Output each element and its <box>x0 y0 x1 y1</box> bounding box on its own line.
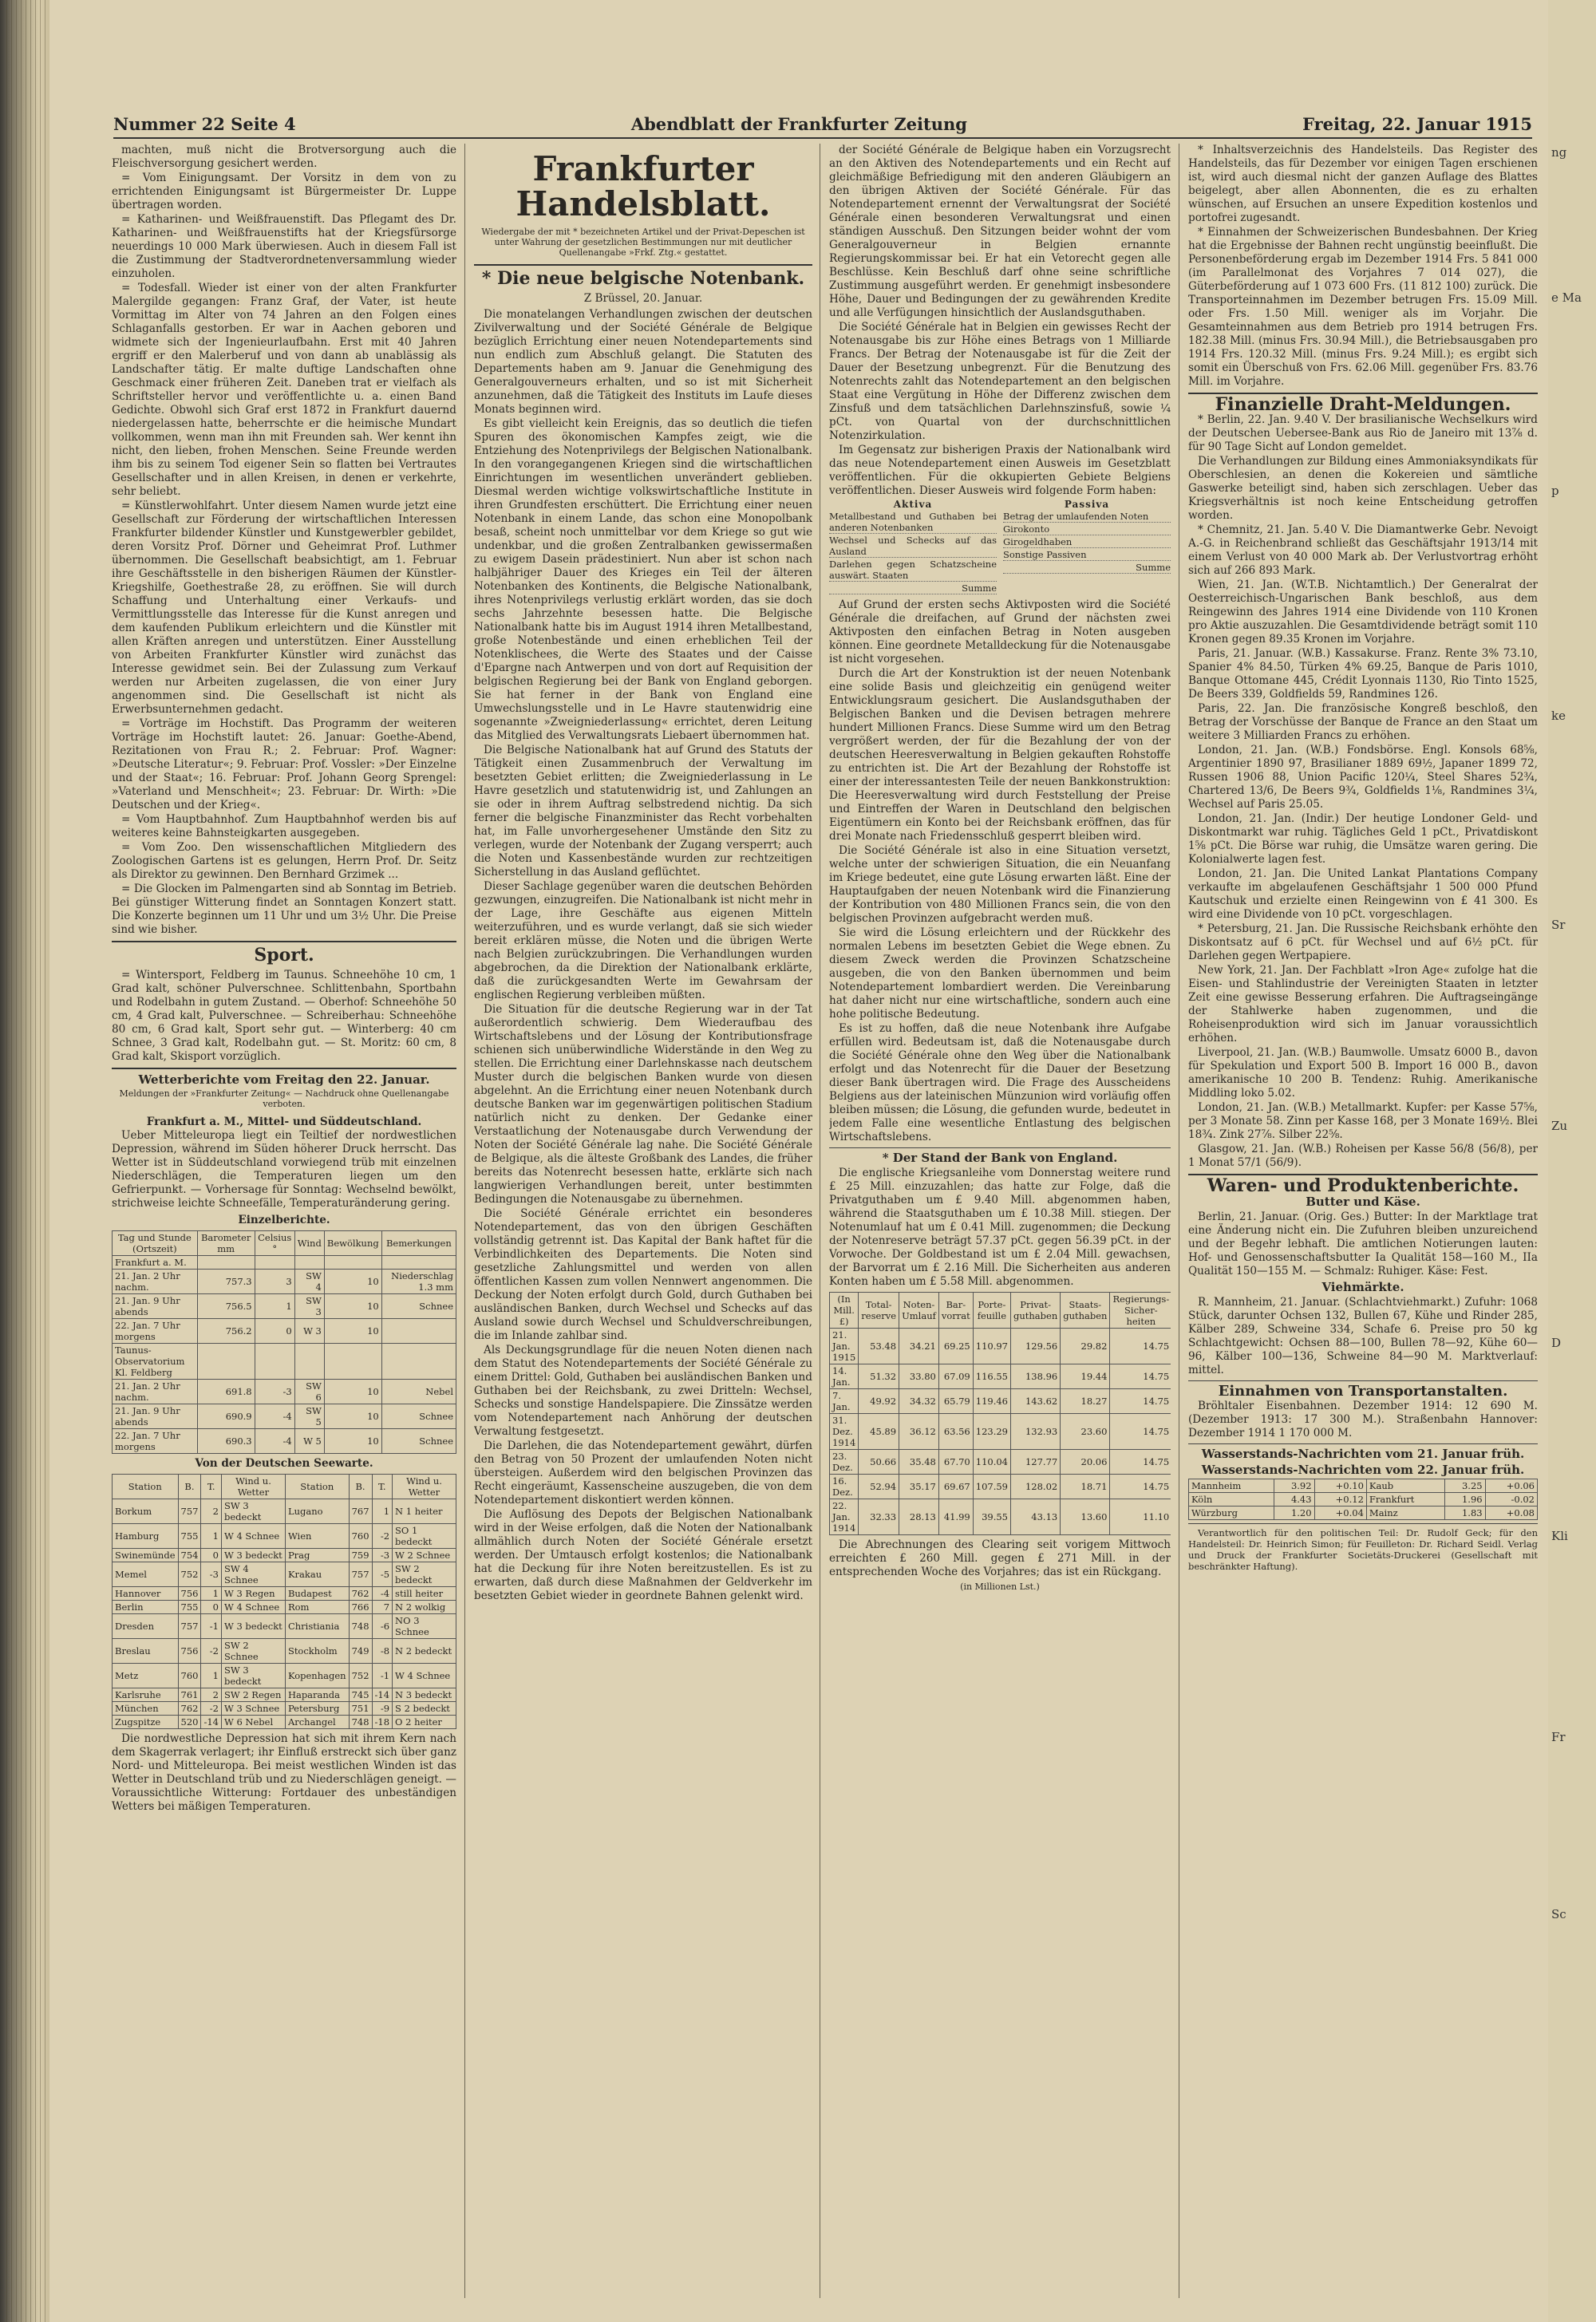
article: = Todesfall. Wieder ist einer von der alten Frankfurter Malergilde gegangen: Franz Graf, der Vater, ist heute Vormittag im Alter von 74 Jahren an den Folgen eines Schlaganfalls gestorben. Er war in Aachen geboren und widmete sich der Ingenieurlaufbahn. Erst mit 40 Jahren ergriff er den Malerberuf und von dann ab unablässig als Landschafter tätig. Er malte duftige Landschaften ohne Geschmack einer früheren Zeit. Daneben trat er vielfach als Schriftsteller hervor und veröffentlichte u. a. einen Band Gedichte. Obwohl sich Graf erst 1872 in Frankfurt dauernd niedergelassen hatte, beherrschte er die heimische Mundart vollkommen, wenn man ihn mit Freunden sah. Wer kennt ihn nicht, den lieben, frohen Menschen. Seine Freunde werden ihm bis zu seinem Tod eigener Sein so flatten bei Vertrautes Gesellschafter und in allen Kreisen, in denen er verkehrte, sehr beliebt. <box>112 282 456 498</box>
bank-of-england-heading: * Der Stand der Bank von England. <box>882 1151 1118 1165</box>
seewarte-text: Die nordwestliche Depression hat sich mit ihrem Kern nach dem Skagerrak verlagert; ihr Einfluß erstreckt sich über ganz Nord- und Mitteleuropa. Bei meist westlichen Winden ist das Wetter in Deutschland trüb und zu Niederschlägen geneigt. — Voraussichtliche Witterung: Fortdauer des unbeständigen Wetters bei mäßigen Temperaturen. <box>112 1732 456 1813</box>
fragment: Kli <box>1551 1529 1568 1543</box>
aktiva-item: Darlehen gegen Schatzscheine auswärt. Staaten <box>829 559 997 581</box>
table-header: Wind u. Wetter <box>393 1475 456 1499</box>
table-header: Tag und Stunde (Ortszeit) <box>113 1231 198 1256</box>
article: machten, muß nicht die Brotversorgung auch die Fleischversorgung gesichert werden. <box>112 144 456 170</box>
page-header <box>113 110 1532 139</box>
einzel-heading: Einzelberichte. <box>238 1214 330 1226</box>
unit-note: (in Millionen Lst.) <box>960 1582 1040 1592</box>
table-header: Porte-feuille <box>973 1293 1010 1329</box>
article: = Vorträge im Hochstift. Das Programm der weiteren Vorträge im Hochstift lautet: 26. Januar: Goethe-Abend, Rezitationen von Frau R.; 2. Februar: Prof. Wagner: »Deutsche Literatur«; 9. Februar: Prof. Vossler: »Der Einzelne und der Staat«; 16. Februar: Prof. Johann Georg Sprengel: »Vaterland und Menschheit«; 23. Februar: Dr. Wirth: »Die Deutschen und der Krieg«. <box>112 717 456 812</box>
table-row: 22. Jan. 7 Uhr morgens 690.3 -4 W 5 10 Schnee <box>113 1429 456 1454</box>
article-paragraph: Es gibt vielleicht kein Ereignis, das so deutlich die tiefen Spuren des ökonomischen Kampfes zeigt, wie die Entziehung des Notenprivilegs der Belgischen Nationalbank. In den vorangegangenen Kriegen sind die wirtschaftlichen Einrichtungen im wesentlichen unverändert geblieben. Diesmal werden wichtige volkswirtschaftliche Institute in ihren Grundfesten erschüttert. Die Errichtung einer neuen Notenbank in einem Lande, das schon eine Monopolbank besaß, scheint noch unmittelbar vor dem Kriege so gut wie undenkbar, und die großen Zentralbanken gewissermaßen zu ewigem Dasein prädestiniert. Nun aber ist schon nach halbjähriger Dauer des Krieges ein Teil der älteren Notenbanken des Kontinents, die Belgische Nationalbank, ihres Notenprivilegs verlustig erklärt worden, das sie doch sechs Jahrzehnte besessen hatte. Die Belgische Nationalbank hatte bis im August 1914 ihren Metallbestand, große Notenbestände und einen erheblichen Teil der Notenklischees, die Werte des Staates und der Caisse d'Epargne nach Antwerpen und von dort auf Requisition der belgischen Regierung bei der Bank von England geborgen. Sie hat ferner in der Bank von England eine Umwechslungsstelle und in Le Havre stautenwidrig eine sogenannte »Zweigniederlassung« errichtet, deren Leitung das Mitglied des Verwaltungsrats Liebaert übernommen hat. <box>474 417 812 742</box>
table-header: Barometer mm <box>197 1231 255 1256</box>
wasserstand-heading-2: Wasserstands-Nachrichten vom 22. Januar früh. <box>1201 1463 1525 1477</box>
section-rule <box>112 1068 456 1069</box>
article-paragraph: Die Société Générale ist also in eine Situation versetzt, welche unter der schwierigen Situation, die ein Neuanfang im Kriege bedeutet, eine gute Lösung erwarten läßt. Eine der Hauptaufgaben der neuen Notenbank wird die Finanzierung der Kontribution von 480 Millionen Francs sein, die von den belgischen Provinzen aufgebracht werden muß. <box>829 844 1171 925</box>
article-paragraph: * Berlin, 22. Jan. 9.40 V. Der brasilianische Wechselkurs wird der Deutschen Uebersee-Bank aus Rio de Janeiro mit 13⅞ d. für 90 Tage Sicht auf London gemeldet. <box>1188 413 1538 453</box>
newspaper-page <box>49 0 1548 2322</box>
table-row: 21. Jan. 2 Uhr nachm. 757.3 3 SW 4 10 Niederschlag 1.3 mm <box>113 1270 456 1294</box>
article-paragraph: Als Deckungsgrundlage für die neuen Noten dienen nach dem Statut des Notendepartements der Société Générale zu einem Drittel: Gold, Guthaben bei ausländischen Banken und Guthaben bei der Reichsbank, zu zwei Dritteln: Wechsel, Schecks und sonstige Handelspapiere. Die Zinssätze werden vom Notendepartement nach Anhörung der deutschen Verwaltung festgesetzt. <box>474 1344 812 1438</box>
weather-note: Meldungen der »Frankfurter Zeitung« — Nachdruck ohne Quellenangabe verboten. <box>119 1088 449 1109</box>
article-paragraph: Die Société Générale errichtet ein besonderes Notendepartement, das von den übrigen Geschäften vollständig getrennt ist. Das Kapital der Bank haftet für die Verbindlichkeiten des Departements. Die Noten sind gesetzliche Zahlungsmittel und werden von allen öffentlichen Kassen zum vollen Nennwert angenommen. Die Deckung der Noten erfolgt durch Gold, durch Guthaben bei ausländischen Banken, durch Wechsel und Schecks auf das Ausland sowie durch Wechsel und Schuldverschreibungen, die im Inlande zahlbar sind. <box>474 1207 812 1342</box>
table-header: T. <box>201 1475 222 1499</box>
article-paragraph: Auf Grund der ersten sechs Aktivposten wird die Société Générale die dreifachen, auf Grund der nächsten zwei Aktivposten den einfachen Betrag in Noten ausgeben können. Eine geordnete Metalldeckung für die Notenausgabe ist nicht vorgesehen. <box>829 598 1171 665</box>
article: = Künstlerwohlfahrt. Unter diesem Namen wurde jetzt eine Gesellschaft zur Förderung der wirtschaftlichen Interessen Frankfurter bildender Künstler und Kunstgewerbler gebildet, deren Vorsitz Prof. Dörner und Geheimrat Prof. Luthmer übernommen. Die Gesellschaft beabsichtigt, am 1. Februar ihre Geschäftsstelle in den bisherigen Räumen der Künstler-Kriegshilfe, Goethestraße 28, zu eröffnen. Sie will durch Schaffung und Unterhaltung einer Verkaufs- und Vermittlungsstelle das Interesse für die Kunst anregen und dem kaufenden Publikum erleichtern und die Künstler mit allen Kräften anregen und unterstützen. Einer Ausstellung von Arbeiten Frankfurter Künstler wird zunächst das Interesse gewidmet sein. Bei der Zulassung zum Verkauf werden nur Arbeiten zugelassen, die von einer Jury angenommen sind. Die Gesellschaft ist nicht als Erwerbsunternehmen gedacht. <box>112 500 456 716</box>
table-header: Noten-Umlauf <box>899 1293 939 1329</box>
table-header: Total-reserve <box>859 1293 899 1329</box>
table-row: München 762 -2 W 3 Schnee Petersburg 751 -9 S 2 bedeckt <box>113 1702 456 1716</box>
article-paragraph: der Société Générale de Belgique haben ein Vorzugsrecht an den Aktiven des Notendepartements und ein Recht auf gleichmäßige Befriedigung mit den anderen Gläubigern an den übrigen Aktiven der Société Générale. Für das Notendepartement ernennt der Verwaltungsrat der Société Générale einen besonderen Verwaltungsrat und einen ständigen Ausschuß. Den Sitzungen beider wohnt der vom Generalgouverneur in Belgien ernannte Regierungskommissar bei. Er hat ein Vetorecht gegen alle Beschlüsse. Kein Beschluß darf ohne seine schriftliche Zustimmung ausgeführt werden. Er genehmigt insbesondere Höhe, Dauer und Bedingungen der zu gewährenden Kredite und alle Verfügungen hinsichtlich der Auslandsguthaben. <box>829 144 1171 319</box>
article-paragraph: Es ist zu hoffen, daß die neue Notenbank ihre Aufgabe erfüllen wird. Bedeutsam ist, daß die Notenausgabe durch die Société Générale ohne den Weg über die Nationalbank erfolgt und das Notenrecht für die Dauer der Besetzung dieser Bank übertragen wird. Die Frage des Ausscheidens Belgiens aus der lateinischen Münzunion wird vorläufig offen bleiben müssen; die Lösung, die gefunden wurde, bedeutet in jedem Falle eine wesentliche Entlastung des belgischen Wirtschaftslebens. <box>829 1022 1171 1143</box>
table-header: Staats-guthaben <box>1061 1293 1110 1329</box>
table-row: Swinemünde 754 0 W 3 bedeckt Prag 759 -3 W 2 Schnee <box>113 1549 456 1562</box>
article-paragraph: Paris, 21. Januar. (W.B.) Kassakurse. Franz. Rente 3% 73.10, Spanier 4% 84.50, Türken 4% 69.25, Banque de Paris 1010, Banque Ottomane 445, Crédit Lyonnais 1130, Rio Tinto 1525, De Beers 339, Goldfields 59, Randmines 126. <box>1188 647 1538 701</box>
passiva-item: Girogeldhaben <box>1003 536 1171 548</box>
table-header: Privat-guthaben <box>1011 1293 1061 1329</box>
fragment: Zu <box>1551 1119 1568 1133</box>
article-paragraph: Die Darlehen, die das Notendepartement gewährt, dürfen den Betrag von 50 Prozent der umlaufenden Noten nicht übersteigen. Außerdem wird den belgischen Provinzen das Recht eingeräumt, Kassenscheine auszugeben, die von dem Notendepartement diskontiert werden können. <box>474 1439 812 1507</box>
article-paragraph: Die Abrechnungen des Clearing seit vorigem Mittwoch erreichten £ 260 Mill. gegen £ 271 Mill. in der entsprechenden Woche des Vorjahres; das ist ein Rückgang. <box>829 1538 1171 1578</box>
table-header: (In Mill. £) <box>830 1293 859 1329</box>
article: = Vom Hauptbahnhof. Zum Hauptbahnhof werden bis auf weiteres keine Bahnsteigkarten ausgegeben. <box>112 813 456 839</box>
article-paragraph: Liverpool, 21. Jan. (W.B.) Baumwolle. Umsatz 6000 B., davon für Spekulation und Export 500 B. Import 16 000 B., davon amerikanische 10 200 B. Tendenz: Ruhig. Amerikanische Middling loko 5.02. <box>1188 1046 1538 1100</box>
table-header: Wind <box>294 1231 324 1256</box>
table-row: 22. Jan. 1914 32.33 28.13 41.99 39.55 43.13 13.60 11.10 <box>830 1499 1171 1535</box>
table-header: B. <box>178 1475 201 1499</box>
table-row: 21. Jan. 2 Uhr nachm. 691.8 -3 SW 6 10 Nebel <box>113 1380 456 1404</box>
article-paragraph: Berlin, 21. Januar. (Orig. Ges.) Butter: In der Marktlage trat eine Änderung nicht ein. Die Zufuhren bleiben unzureichend und der Begehr lebhaft. Die amtlichen Notierungen lauten: Hof- und Genossenschaftsbutter Ia Qualität 158—160 M., IIa Qualität 150—155 M. — Schmalz: Ruhiger. Käse: Fest. <box>1188 1210 1538 1277</box>
table-row: Berlin 755 0 W 4 Schnee Rom 766 7 N 2 wolkig <box>113 1601 456 1614</box>
section-rule <box>112 941 456 942</box>
table-header: Station <box>113 1475 179 1499</box>
draht-meldungen-heading: Finanzielle Draht-Meldungen. <box>1215 394 1511 415</box>
article-paragraph: Die Verhandlungen zur Bildung eines Ammoniaksyndikats für Oberschlesien, an denen die Kokereien und sämtliche Gaswerke beteiligt sind, haben sich zerschlagen. Ueber das Kriegsverhältnis ist noch keine Entscheidung getroffen worden. <box>1188 455 1538 522</box>
article-paragraph: Durch die Art der Konstruktion ist der neuen Notenbank eine solide Basis und gleichzeitig ein genügend weiter Entwicklungsraum gesichert. Die Auslandsguthaben der Belgischen Banken und die Devisen betragen mehrere hundert Millionen Francs. Diese Summe wird um den Betrag vergrößert werden, der für die Bezahlung der von der deutschen Heeresverwaltung in Belgien gekauften Rohstoffe zu entrichten ist. Die Art der Bezahlung der Rohstoffe ist einer der interessantesten Teile der neuen Bankkonstruktion: Die Heeresverwaltung wird durch Feststellung der Preise und Eintreffen der Waren in Deutschland den belgischen Eigentümern ein Konto bei der Reichsbank eröffnen, das für drei Monate nach Friedensschluß gesperrt bleiben wird. <box>829 667 1171 843</box>
passiva-heading: Passiva <box>1064 499 1110 510</box>
passiva-item: Girokonto <box>1003 523 1171 535</box>
article: = Die Glocken im Palmengarten sind ab Sonntag im Betrieb. Bei günstiger Witterung findet an Sonntagen Konzert statt. Die Konzerte beginnen um 11 Uhr und um 3½ Uhr. Die Preise sind wie bisher. <box>112 883 456 936</box>
imprint: Verantwortlich für den politischen Teil: Dr. Rudolf Geck; für den Handelsteil: Dr. Heinrich Simon; für Feuilleton: Dr. Richard Seidl. Verlag und Druck der Frankfurter Societäts-Druckerei (Gesellschaft mit beschränkter Haftung). <box>1188 1527 1538 1572</box>
fragment: ke <box>1551 709 1566 723</box>
table-header: Bemerkungen <box>381 1231 456 1256</box>
dateline: Z Brüssel, 20. Januar. <box>583 292 703 305</box>
article: = Vom Zoo. Den wissenschaftlichen Mitgliedern des Zoologischen Gartens ist es gelungen, Herrn Prof. Dr. Seitz als Direktor zu gewinnen. Den Bernhard Grzimek ... <box>112 841 456 881</box>
table-row: Hannover 756 1 W 3 Regen Budapest 762 -4 still heiter <box>113 1587 456 1601</box>
aktiva-heading: Aktiva <box>893 499 933 510</box>
bank-of-england-table <box>829 1292 1171 1535</box>
sport-report: = Wintersport, Feldberg im Taunus. Schneehöhe 10 cm, 1 Grad kalt, schöner Pulverschnee. Schlittenbahn, Sportbahn und Rodelbahn in gutem Zustand. — Oberhof: Schneehöhe 50 cm, 4 Grad kalt, Pulverschnee. — Schreiberhau: Schneehöhe 80 cm, 6 Grad kalt, Sport sehr gut. — Winterberg: 40 cm Schnee, 3 Grad kalt, Rodelbahn gut. — St. Moritz: 60 cm, 8 Grad kalt, Skisport vorzüglich. <box>112 969 456 1063</box>
table-header: Station <box>285 1475 349 1499</box>
column-local-news <box>112 144 456 2298</box>
table-header: B. <box>349 1475 372 1499</box>
table-header: Celsius ° <box>255 1231 294 1256</box>
article-paragraph: Glasgow, 21. Jan. (W.B.) Roheisen per Kasse 56/8 (56/8), per 1 Monat 57/1 (56/9). <box>1188 1143 1538 1169</box>
aktiva-item: Metallbestand und Guthaben bei anderen Notenbanken <box>829 511 997 533</box>
issue-date: Freitag, 22. Januar 1915 <box>1302 113 1532 134</box>
table-row: Breslau 756 -2 SW 2 Schnee Stockholm 749 -8 N 2 bedeckt <box>113 1639 456 1664</box>
article-paragraph: Die Société Générale hat in Belgien ein gewisses Recht der Notenausgabe bis zur Höhe eines Betrags von 1 Milliarde Francs. Der Betrag der Notenausgabe ist für die Zeit der Dauer der Besetzung unbegrenzt. Für die Benutzung des Notenrechts zahlt das Notendepartement an den belgischen Staat eine Vergütung in Höhe der Differenz zwischen dem Zinsfuß und dem tatsächlichen Darlehnszinsfuß, sowie ¼ pCt. von Quartal von der durchschnittlichen Notenzirkulation. <box>829 321 1171 442</box>
article-paragraph: London, 21. Jan. (W.B.) Metallmarkt. Kupfer: per Kasse 57⅝, per 3 Monate 58. Zinn per Kasse 168, per 3 Monate 169½. Blei 18¾. Zink 27⅞. Silber 22⅝. <box>1188 1101 1538 1141</box>
article-paragraph: Paris, 22. Jan. Die französische Kongreß beschloß, den Betrag der Vorschüsse der Banque de France an den Staat um weitere 3 Milliarden Francs zu erhöhen. <box>1188 702 1538 742</box>
article-paragraph: Wien, 21. Jan. (W.T.B. Nichtamtlich.) Der Generalrat der Oesterreichisch-Ungarischen Bank beschloß, aus dem Reingewinn des Jahres 1914 eine Dividende von 110 Kronen pro Aktie auszuzahlen. Die Gesamtdividende beträgt somit 110 Kronen gegen 89.35 Kronen im Vorjahre. <box>1188 579 1538 646</box>
section-rule <box>1188 1443 1538 1444</box>
table-row: Zugspitze 520 -14 W 6 Nebel Archangel 748 -18 O 2 heiter <box>113 1716 456 1729</box>
table-row: 22. Jan. 7 Uhr morgens 756.2 0 W 3 10 <box>113 1319 456 1344</box>
column-rule <box>464 144 465 2298</box>
article-paragraph: London, 21. Jan. (Indir.) Der heutige Londoner Geld- und Diskontmarkt war ruhig. Tägliches Geld 1 pCt., Privatdiskont 1⅝ pCt. Die Börse war ruhig, die Umsätze waren gering. Die Kolonialwerte lagen fest. <box>1188 812 1538 866</box>
article-paragraph: R. Mannheim, 21. Januar. (Schlachtviehmarkt.) Zufuhr: 1068 Stück, darunter Ochsen 132, Bullen 67, Kühe und Rinder 285, Kälber 289, Schweine 334, Schafe 6. Preise pro 50 kg Schlachtgewicht: Ochsen 88—100, Bullen 78—92, Kühe 60—96, Kälber 100—136, Schweine 84—90 M. Marktverlauf: mittel. <box>1188 1296 1538 1376</box>
table-row: Metz 760 1 SW 3 bedeckt Kopenhagen 752 -1 W 4 Schnee <box>113 1664 456 1688</box>
fragment: ng <box>1551 145 1567 160</box>
article-paragraph: * Einnahmen der Schweizerischen Bundesbahnen. Der Krieg hat die Ergebnisse der Bahnen recht ungünstig beeinflußt. Die Personenbeförderung ergab im Dezember 1914 Frs. 5 841 000 (im Parallelmonat des Vorjahres 7 014 027), die Güterbeförderung auf 1 073 600 Frs. (11 812 100) zurück. Die Transporteinnahmen im Dezember betrugen Frs. 15.09 Mill. oder Frs. 1.50 Mill. weniger als im Vorjahr. Die Gesamteinnahmen aus dem Betrieb pro 1914 betrugen Frs. 182.38 Mill. (minus Frs. 30.94 Mill.), die Betriebsausgaben pro 1914 Frs. 120.32 Mill. (minus Frs. 9.24 Mill.); es ergibt sich somit ein Überschuß von Frs. 62.06 Mill. gegenüber Frs. 83.76 Mill. im Vorjahre. <box>1188 226 1538 388</box>
article-headline: * Die neue belgische Notenbank. <box>481 268 805 289</box>
adjacent-page-edge <box>1547 0 1596 2322</box>
table-row: Würzburg 1.20 +0.04 Mainz 1.83 +0.08 <box>1189 1507 1538 1520</box>
article-paragraph: Dieser Sachlage gegenüber waren die deutschen Behörden gezwungen, einzugreifen. Die Nationalbank ist nicht mehr in der Lage, ihre Geschäfte aus eigenen Mitteln weiterzuführen, und es wurde verlangt, daß sie sich wieder bereit erklären müsse, die Noten und die übrigen Werte nach Belgien zurückzubringen. Die Verhandlungen wurden abgebrochen, da die Direktion der Nationalbank erklärte, daß die zurückgesandten Werte im Gewahrsam der englischen Regierung verbleiben müßten. <box>474 880 812 1001</box>
page-number: Nummer 22 Seite 4 <box>113 113 296 134</box>
article-paragraph: London, 21. Jan. Die United Lankat Plantations Company verkaufte im abgelaufenen Geschäftsjahr 1 500 000 Pfund Kautschuk und erzielte einen Reingewinn von £ 41 300. Es wird eine Dividende von 10 pCt. vorgeschlagen. <box>1188 867 1538 921</box>
table-header: Wind u. Wetter <box>221 1475 285 1499</box>
table-row: Memel 752 -3 SW 4 Schnee Krakau 757 -5 SW 2 bedeckt <box>113 1562 456 1587</box>
reprint-notice: Wiedergabe der mit * bezeichneten Artikel und der Privat-Depeschen ist unter Wahrung der gesetzlichen Bestimmungen nur mit deutlicher Quellenangabe »Frkf. Ztg.« gestattet. <box>481 227 805 258</box>
fragment: Sc <box>1551 1907 1566 1921</box>
table-header: Bar-vorrat <box>938 1293 973 1329</box>
article-paragraph: Sie wird die Lösung erleichtern und der Rückkehr des normalen Lebens im besetzten Gebiet die Wege ebnen. Zu diesem Zweck werden die Provinzen Schatzscheine ausgeben, die von den Banken übernommen und beim Notendepartement lombardiert werden. Die Vereinbarung hat daher nicht nur eine wirtschaftliche, sondern auch eine hohe politische Bedeutung. <box>829 926 1171 1021</box>
table-row: 21. Jan. 9 Uhr abends 756.5 1 SW 3 10 Schnee <box>113 1294 456 1319</box>
article-paragraph: Die Belgische Nationalbank hat auf Grund des Statuts der Tätigkeit einen Zusammenbruch der Verwaltung im besetzten Gebiet erlitten; die Zweigniederlassung in Le Havre gesetzlich und statutenwidrig ist, und Zahlungen an sie oder in ihrem Auftrag selbstredend nichtig. Da sich ferner die belgische Finanzminister das Recht vorbehalten hat, im Falle unvorhergesehener Umstände den Sitz zu verlegen, wurde der Notenbank der Zugang versperrt; auch die Noten und Kassenbestände wurden zur rechtzeitigen Sicherstellung in das Ausland geflüchtet. <box>474 744 812 879</box>
weather-region: Frankfurt a. M., Mittel- und Süddeutschland. <box>146 1116 422 1128</box>
article-paragraph: * Petersburg, 21. Jan. Die Russische Reichsbank erhöhte den Diskontsatz auf 6 pCt. für Wechsel und auf 6½ pCt. für Darlehen gegen Wertpapiere. <box>1188 922 1538 962</box>
article: = Katharinen- und Weißfrauenstift. Das Pflegamt des Dr. Katharinen- und Weißfrauenstifts hat der Kriegsfürsorge neuerdings 10 000 Mark überwiesen. Auch in diesem Fall ist die Zustimmung der Stadtverordnetenversammlung wieder einzuholen. <box>112 213 456 280</box>
table-row: 16. Dez. 52.94 35.17 69.67 107.59 128.02 18.71 14.75 <box>830 1475 1171 1499</box>
table-header: Regierungs-Sicher-heiten <box>1110 1293 1171 1329</box>
table-row: Dresden 757 -1 W 3 bedeckt Christiania 748 -6 NO 3 Schnee <box>113 1614 456 1639</box>
balance-sheet-form <box>829 499 1171 595</box>
butter-heading: Butter und Käse. <box>1306 1195 1420 1209</box>
article-paragraph: Die Situation für die deutsche Regierung war in der Tat außerordentlich schwierig. Dem Wiederaufbau des Wirtschaftslebens und der Lösung der Kontributionsfrage schienen sich unüberwindliche Widerstände in den Weg zu stellen. Die Errichtung einer Darlehnskasse nach deutschem Muster durch die belgischen Banken wurde von diesen abgelehnt. An die Errichtung einer neuen Notenbank durch deutsche Banken war im gegenwärtigen politischen Stadium natürlich nicht zu denken. Der Gedanke einer Verstaatlichung der Notenausgabe durch Verwendung der Noten der Société Générale lag nahe. Die Société Générale de Belgique, als die älteste Großbank des Landes, die früher bereits das Notenrecht besessen hatte, erklärte sich nach langwierigen Verhandlungen bereit, unter bestimmten Bedingungen die Notenausgabe zu übernehmen. <box>474 1003 812 1206</box>
masthead-title: Abendblatt der Frankfurter Zeitung <box>630 113 967 134</box>
aktiva-block <box>829 499 997 595</box>
wasserstand-table <box>1188 1479 1538 1520</box>
table-row: 21. Jan. 9 Uhr abends 690.9 -4 SW 5 10 Schnee <box>113 1404 456 1429</box>
table-row: 23. Dez. 50.66 35.48 67.70 110.04 127.77 20.06 14.75 <box>830 1450 1171 1475</box>
passiva-block <box>1003 499 1171 595</box>
section-rule <box>829 1147 1171 1148</box>
table-row: Mannheim 3.92 +0.10 Kaub 3.25 +0.06 <box>1189 1479 1538 1493</box>
aktiva-item: Wechsel und Schecks auf das Ausland <box>829 535 997 557</box>
article-paragraph: * Inhaltsverzeichnis des Handelsteils. Das Register des Handelsteils, das für Dezember vor einigen Tagen erschienen ist, wird auch diesmal nicht der ganzen Auflage des Blattes beigelegt, aber allen Abonnenten, die es zu erhalten wünschen, auf Ersuchen an unsere Expedition kostenlos und portofrei zugesandt. <box>1188 144 1538 224</box>
article-paragraph: New York, 21. Jan. Der Fachblatt »Iron Age« zufolge hat die Eisen- und Stahlindustrie der Vereinigten Staaten in letzter Zeit eine gewisse Besserung erfahren. Die Auftragseingänge der Stahlwerke haben zugenommen, und die Roheisenproduktion wird sich im Januar voraussichtlich erhöhen. <box>1188 964 1538 1045</box>
fragment: e Ma <box>1551 290 1582 305</box>
table-row: Karlsruhe 761 2 SW 2 Regen Haparanda 745 -14 N 3 bedeckt <box>113 1688 456 1702</box>
article-paragraph: Die englische Kriegsanleihe vom Donnerstag weitere rund £ 25 Mill. einzuzahlen; das hatte zur Folge, daß die Privatguthaben um £ 9.40 Mill. abgenommen haben, während die Staatsguthaben um £ 10.38 Mill. stiegen. Der Notenumlauf hat um £ 0.41 Mill. zugenommen; die Deckung der Notenreserve beträgt 57.37 pCt. gegen 56.39 pCt. in der Vorwoche. Der Goldbestand ist um £ 2.04 Mill. gewachsen, der Barvorrat um £ 2.16 Mill. Die Sicherheiten aus anderen Konten haben um £ 5.58 Mill. abgenommen. <box>829 1167 1171 1288</box>
einnahmen-heading: Einnahmen von Transportanstalten. <box>1218 1383 1508 1400</box>
column-finance-news <box>1188 144 1538 2298</box>
aktiva-sum: Summe <box>829 582 997 594</box>
table-row: 14. Jan. 51.32 33.80 67.09 116.55 138.96 19.44 14.75 <box>830 1364 1171 1389</box>
table-row: Borkum 757 2 SW 3 bedeckt Lugano 767 1 N 1 heiter <box>113 1499 456 1524</box>
passiva-item: Betrag der umlaufenden Noten <box>1003 511 1171 523</box>
table-header: T. <box>372 1475 393 1499</box>
weather-observations-table <box>112 1230 456 1454</box>
weather-forecast: Ueber Mitteleuropa liegt ein Teiltief der nordwestlichen Depression, während im Süden höherer Druck herrscht. Das Wetter ist in Süddeutschland vorwiegend trüb mit einzelnen Niederschlägen, die Temperaturen liegen um den Gefrierpunkt. — Vorhersage für Sonntag: Wechselnd bewölkt, strichweise leichte Schneefälle, Temperaturänderung gering. <box>112 1129 456 1210</box>
table-row: 21. Jan. 1915 53.48 34.21 69.25 110.97 129.56 29.82 14.75 <box>830 1329 1171 1364</box>
passiva-sum: Summe <box>1003 562 1171 574</box>
table-header: Bewölkung <box>324 1231 381 1256</box>
vieh-heading: Viehmärkte. <box>1321 1280 1404 1294</box>
section-rule <box>474 264 812 266</box>
seewarte-table <box>112 1474 456 1729</box>
passiva-item: Sonstige Passiven <box>1003 549 1171 561</box>
waren-heading: Waren- und Produktenberichte. <box>1207 1175 1519 1196</box>
article-paragraph: Die monatelangen Verhandlungen zwischen der deutschen Zivilverwaltung und der Société Générale de Belgique bezüglich Errichtung einer neuen Notendepartements sind nun endlich zum Abschluß gelangt. Die Statuten des Departements haben am 9. Januar die Genehmigung des Generalgouverneurs erhalten, und so ist mit Sicherheit anzunehmen, daß die Tätigkeit des Instituts im Laufe dieses Monats beginnen wird. <box>474 308 812 416</box>
section-title: Frankfurter Handelsblatt. <box>516 149 771 223</box>
table-row: Taunus-Observatorium Kl. Feldberg <box>113 1344 456 1380</box>
weather-heading: Wetterberichte vom Freitag den 22. Januar. <box>138 1072 430 1087</box>
seewarte-heading: Von der Deutschen Seewarte. <box>195 1457 373 1470</box>
column-handelsblatt <box>474 144 812 2298</box>
fragment: p <box>1551 484 1559 498</box>
book-spine <box>0 0 49 2322</box>
table-row: 7. Jan. 49.92 34.32 65.79 119.46 143.62 18.27 14.75 <box>830 1389 1171 1414</box>
section-rule <box>1188 1380 1538 1381</box>
column-notenbank-cont <box>829 144 1171 2298</box>
fragment: Fr <box>1551 1730 1566 1744</box>
article-paragraph: Im Gegensatz zur bisherigen Praxis der Nationalbank wird das neue Notendepartement einen Ausweis im Gesetzblatt veröffentlichen. Für die okkupierten Gebiete Belgiens veröffentlichen. Dieser Ausweis wird folgende Form haben: <box>829 444 1171 497</box>
table-row: Köln 4.43 +0.12 Frankfurt 1.96 -0.02 <box>1189 1493 1538 1507</box>
table-row: 31. Dez. 1914 45.89 36.12 63.56 123.29 132.93 23.60 14.75 <box>830 1414 1171 1450</box>
article-paragraph: Die Auflösung des Depots der Belgischen Nationalbank wird in der Weise erfolgen, daß die Noten der Nationalbank allmählich durch Noten der Société Générale ersetzt werden. Der Umtausch erfolgt kostenlos; die Nationalbank hat die Deckung für ihre Noten bereitzustellen. Es ist zu erwarten, daß durch diese Maßnahmen der Geldverkehr im besetzten Gebiet wieder in geordnete Bahnen gelenkt wird. <box>474 1508 812 1602</box>
article: = Vom Einigungsamt. Der Vorsitz in dem von zu errichtenden Einigungsamt ist Bürgermeister Dr. Luppe übertragen worden. <box>112 172 456 211</box>
fragment: D <box>1551 1336 1562 1350</box>
section-rule <box>1188 1523 1538 1524</box>
article-paragraph: * Chemnitz, 21. Jan. 5.40 V. Die Diamantwerke Gebr. Nevoigt A.-G. in Reichenbrand schließt das Geschäftsjahr 1913/14 mit einem Verlust von 40 000 Mark ab. Der Verlustvortrag erhöht sich auf 266 893 Mark. <box>1188 523 1538 577</box>
article-paragraph: Bröhltaler Eisenbahnen. Dezember 1914: 12 690 M. (Dezember 1913: 17 300 M.). Straßenbahn Hannover: Dezember 1914 1 170 000 M. <box>1188 1400 1538 1439</box>
table-row: Frankfurt a. M. <box>113 1256 456 1270</box>
table-row: Hamburg 755 1 W 4 Schnee Wien 760 -2 SO 1 bedeckt <box>113 1524 456 1549</box>
fragment: Sr <box>1551 918 1566 932</box>
article-paragraph: London, 21. Jan. (W.B.) Fondsbörse. Engl. Konsols 68⅝, Argentinier 1890 97, Brasilianer 1889 69½, Japaner 1899 72, Russen 1906 88, Union Pacific 120¼, Steel Shares 52¾, Chartered 13/6, De Beers 9¾, Goldfields 1⅛, Randmines 3¼, Wechsel auf Paris 25.05. <box>1188 744 1538 811</box>
wasserstand-heading-1: Wasserstands-Nachrichten vom 21. Januar früh. <box>1201 1447 1525 1461</box>
sport-heading: Sport. <box>254 945 314 966</box>
